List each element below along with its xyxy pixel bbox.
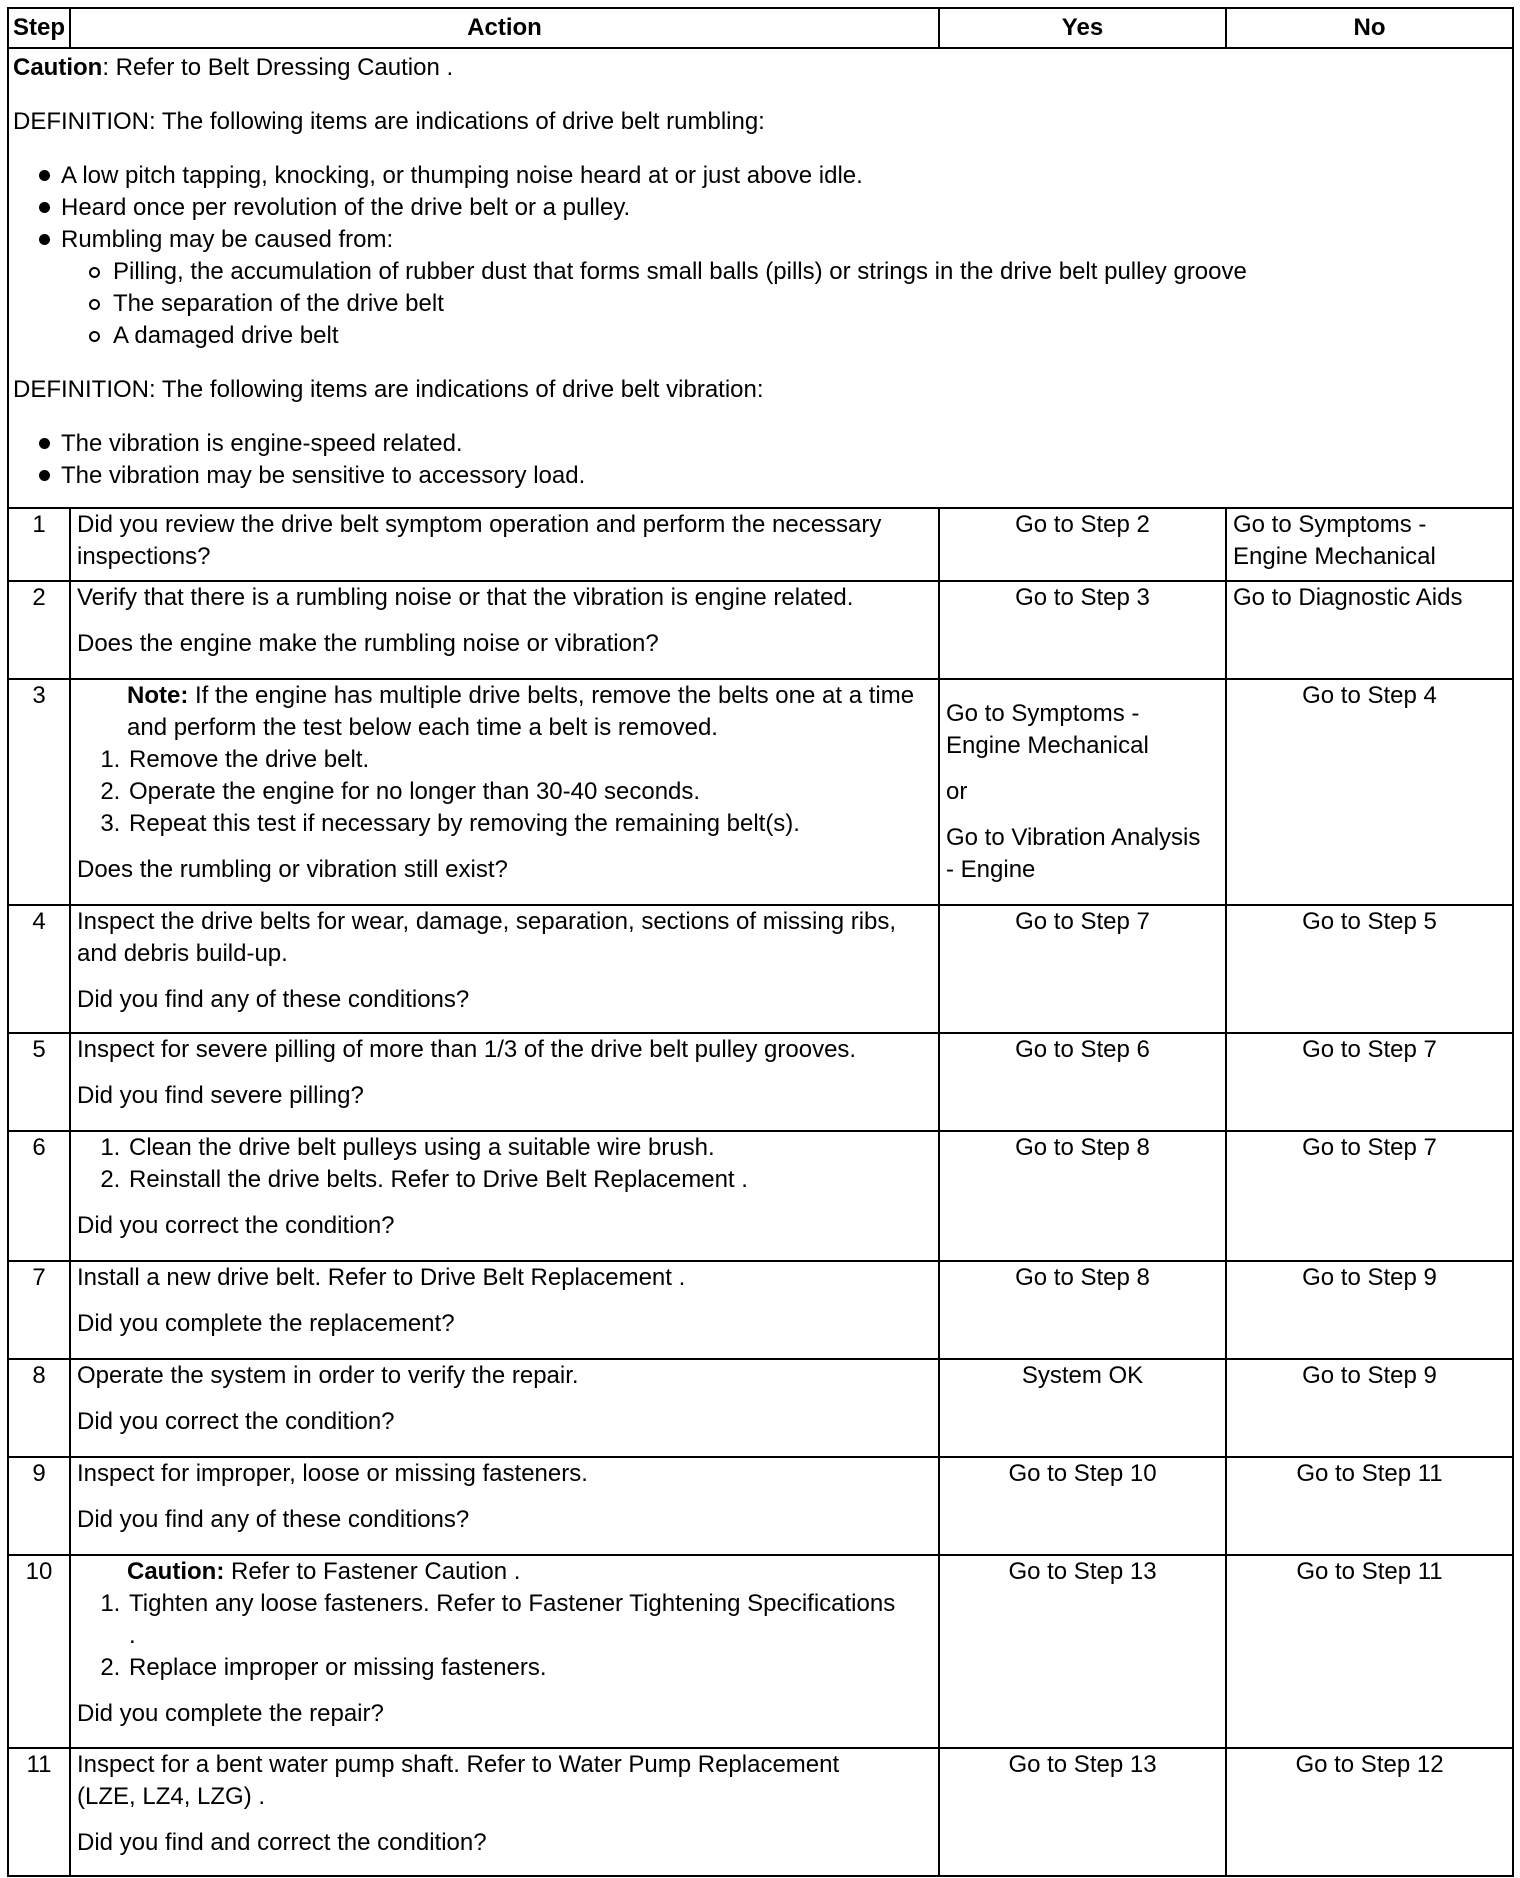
step-number: 8: [8, 1359, 70, 1457]
step-row-9: [8, 1457, 1513, 1555]
note-text: If the engine has multiple drive belts, remove the belts one at a time and perform the test below each time a belt is removed.: [127, 682, 915, 741]
list-item: 2. Reinstall the drive belts. Refer to Drive Belt Replacement .: [127, 1164, 932, 1196]
step-question: Did you complete the repair?: [77, 1700, 384, 1727]
procedure-list: [77, 1132, 932, 1196]
step-row-4: [8, 905, 1513, 1033]
list-item: Heard once per revolution of the drive belt or a pulley.: [39, 192, 1506, 224]
yes-result-or: or: [946, 778, 968, 805]
yes-result-line: Go to Symptoms -: [946, 700, 1140, 727]
step-number: 9: [8, 1457, 70, 1555]
step-number: 5: [8, 1033, 70, 1131]
step-action: [70, 1131, 939, 1261]
step-text: Inspect the drive belts for wear, damage, separation, sections of missing ribs, and debris build-up.: [77, 908, 897, 967]
diagnostic-table: [7, 7, 1514, 1877]
step-action: [70, 1033, 939, 1131]
header-no: No: [1226, 8, 1513, 48]
step-number: 2: [8, 581, 70, 679]
step-number: 6: [8, 1131, 70, 1261]
caution-line: [13, 52, 1506, 84]
step-action: Did you review the drive belt symptom operation and perform the necessary inspections?: [70, 508, 939, 581]
step-row-1: [8, 508, 1513, 581]
no-result: Go to Step 4: [1226, 679, 1513, 905]
caution-text: Refer to Fastener Caution .: [224, 1558, 521, 1585]
caution-label: Caution:: [127, 1558, 225, 1585]
step-number: 10: [8, 1555, 70, 1748]
yes-result: Go to Step 13: [939, 1748, 1226, 1876]
yes-result: Go to Step 13: [939, 1555, 1226, 1748]
step-question: Did you find and correct the condition?: [77, 1829, 487, 1856]
intro-row: [8, 48, 1513, 508]
step-text: Inspect for a bent water pump shaft. Refer to Water Pump Replacement: [77, 1751, 840, 1778]
no-result: Go to Step 9: [1226, 1261, 1513, 1359]
caution-label: Caution: [13, 54, 103, 81]
header-action: Action: [70, 8, 939, 48]
step-row-11: [8, 1748, 1513, 1876]
no-result: [1226, 508, 1513, 581]
yes-result: System OK: [939, 1359, 1226, 1457]
procedure-list: [77, 744, 932, 840]
no-result: Go to Diagnostic Aids: [1226, 581, 1513, 679]
no-result: Go to Step 5: [1226, 905, 1513, 1033]
step-caution: [77, 1556, 932, 1588]
step-row-3: [8, 679, 1513, 905]
list-item-label: Rumbling may be caused from:: [61, 226, 394, 253]
yes-result: Go to Step 3: [939, 581, 1226, 679]
list-item-text: 1. Tighten any loose fasteners. Refer to Fastener Tightening Specifications: [129, 1590, 896, 1617]
list-item: 3. Repeat this test if necessary by removing the remaining belt(s).: [127, 808, 932, 840]
step-row-6: [8, 1131, 1513, 1261]
rumble-bullet-list: [13, 160, 1506, 352]
no-result: Go to Step 12: [1226, 1748, 1513, 1876]
step-number: 4: [8, 905, 70, 1033]
yes-result: Go to Step 8: [939, 1131, 1226, 1261]
step-row-7: [8, 1261, 1513, 1359]
list-item: 2. Operate the engine for no longer than 30-40 seconds.: [127, 776, 932, 808]
step-text: (LZE, LZ4, LZG) .: [77, 1783, 266, 1810]
step-row-5: [8, 1033, 1513, 1131]
step-action: [70, 905, 939, 1033]
step-question: Did you correct the condition?: [77, 1408, 395, 1435]
list-item: 1. Clean the drive belt pulleys using a suitable wire brush.: [127, 1132, 932, 1164]
yes-result: [939, 679, 1226, 905]
list-item: [39, 224, 1506, 352]
intro-cell: [8, 48, 1513, 508]
step-text: Operate the system in order to verify the repair.: [77, 1362, 579, 1389]
yes-result: Go to Step 7: [939, 905, 1226, 1033]
step-action: [70, 1359, 939, 1457]
step-action: [70, 1457, 939, 1555]
step-question: Did you find any of these conditions?: [77, 986, 470, 1013]
step-question: Did you find severe pilling?: [77, 1082, 364, 1109]
no-result-line: Engine Mechanical: [1233, 543, 1436, 570]
step-action: [70, 1555, 939, 1748]
yes-result: Go to Step 2: [939, 508, 1226, 581]
header-step: Step: [8, 8, 70, 48]
yes-result: Go to Step 8: [939, 1261, 1226, 1359]
yes-result: Go to Step 10: [939, 1457, 1226, 1555]
step-number: 7: [8, 1261, 70, 1359]
list-item: The vibration is engine-speed related.: [39, 428, 1506, 460]
yes-result-line: - Engine: [946, 856, 1036, 883]
list-item-text: .: [129, 1622, 136, 1649]
yes-result-line: Engine Mechanical: [946, 732, 1149, 759]
step-text: Verify that there is a rumbling noise or that the vibration is engine related.: [77, 584, 854, 611]
note-label: Note:: [127, 682, 189, 709]
header-yes: Yes: [939, 8, 1226, 48]
list-item: The separation of the drive belt: [89, 288, 1506, 320]
step-row-10: [8, 1555, 1513, 1748]
header-row: [8, 8, 1513, 48]
list-item: 1. Remove the drive belt.: [127, 744, 932, 776]
step-number: 3: [8, 679, 70, 905]
no-result: Go to Step 11: [1226, 1457, 1513, 1555]
procedure-list: [77, 1588, 932, 1684]
no-result: Go to Step 9: [1226, 1359, 1513, 1457]
rumble-cause-list: [61, 256, 1506, 352]
caution-text: : Refer to Belt Dressing Caution .: [102, 54, 454, 81]
step-text: Install a new drive belt. Refer to Drive Belt Replacement .: [77, 1264, 686, 1291]
step-text: Inspect for severe pilling of more than 1/3 of the drive belt pulley grooves.: [77, 1036, 857, 1063]
list-item: A damaged drive belt: [89, 320, 1506, 352]
list-item: A low pitch tapping, knocking, or thumping noise heard at or just above idle.: [39, 160, 1506, 192]
step-question: Did you complete the replacement?: [77, 1310, 455, 1337]
step-number: 1: [8, 508, 70, 581]
definition-rumbling: DEFINITION: The following items are indications of drive belt rumbling:: [13, 108, 765, 135]
step-note: [77, 680, 932, 744]
step-number: 11: [8, 1748, 70, 1876]
no-result: Go to Step 11: [1226, 1555, 1513, 1748]
step-row-8: [8, 1359, 1513, 1457]
step-question: Did you correct the condition?: [77, 1212, 395, 1239]
list-item: [127, 1588, 932, 1652]
yes-result: Go to Step 6: [939, 1033, 1226, 1131]
step-question: Did you find any of these conditions?: [77, 1506, 470, 1533]
list-item: 2. Replace improper or missing fasteners.: [127, 1652, 932, 1684]
step-action: [70, 1261, 939, 1359]
step-row-2: [8, 581, 1513, 679]
no-result: Go to Step 7: [1226, 1033, 1513, 1131]
list-item: The vibration may be sensitive to accessory load.: [39, 460, 1506, 492]
step-action: [70, 679, 939, 905]
vibration-bullet-list: [13, 428, 1506, 492]
step-action: [70, 581, 939, 679]
step-action: [70, 1748, 939, 1876]
no-result-line: Go to Symptoms -: [1233, 511, 1427, 538]
step-text: Inspect for improper, loose or missing fasteners.: [77, 1460, 588, 1487]
no-result: Go to Step 7: [1226, 1131, 1513, 1261]
list-item: Pilling, the accumulation of rubber dust that forms small balls (pills) or strings in the drive belt pulley groove: [89, 256, 1506, 288]
definition-vibration: DEFINITION: The following items are indications of drive belt vibration:: [13, 376, 764, 403]
step-question: Does the engine make the rumbling noise or vibration?: [77, 630, 659, 657]
yes-result-line: Go to Vibration Analysis: [946, 824, 1201, 851]
step-question: Does the rumbling or vibration still exist?: [77, 856, 508, 883]
